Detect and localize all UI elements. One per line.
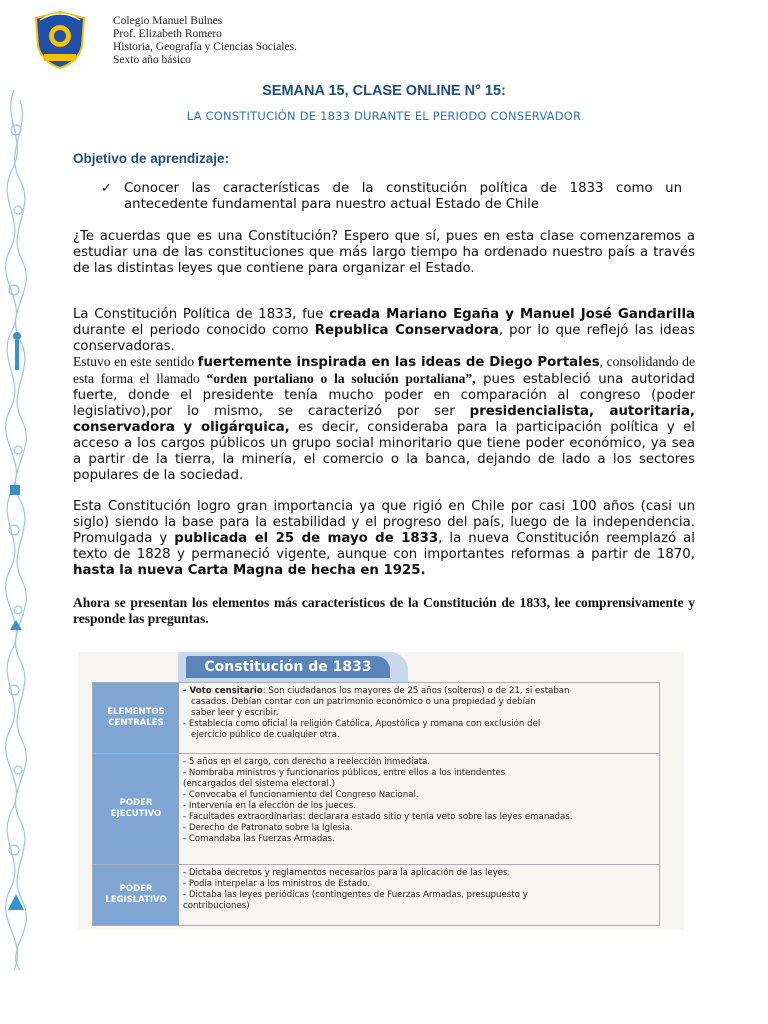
table-row bbox=[92, 864, 660, 926]
decorative-border bbox=[0, 90, 34, 970]
row-line: - Intervenía en la elección de los jueces. bbox=[183, 801, 356, 811]
row-line: - Podía interpelar a los ministros de Estado. bbox=[183, 879, 370, 889]
objective-item bbox=[102, 181, 682, 213]
paragraph-importance bbox=[73, 499, 695, 579]
row-line: casados. Debían contar con un patrimonio económico o una propiedad y debían bbox=[191, 697, 536, 707]
text-run: Estuvo en este sentido bbox=[73, 354, 198, 369]
row-content bbox=[183, 868, 653, 923]
bold-run: publicada el 25 de mayo de 1833 bbox=[174, 531, 439, 546]
checkmark-icon: ✓ bbox=[101, 181, 112, 196]
table-row bbox=[92, 753, 660, 865]
row-line: - Convocaba el funcionamiento del Congreso Nacional. bbox=[183, 790, 419, 800]
bold-run: presidencialista, autoritaria, conservadora y oligárquica, bbox=[73, 404, 695, 435]
objective-heading: Objetivo de aprendizaje: bbox=[73, 151, 230, 166]
row-line: - Comandaba las Fuerzas Armadas. bbox=[183, 834, 335, 844]
text-run: , consolidando de esta forma el llamado bbox=[73, 354, 695, 386]
row-line bbox=[183, 686, 653, 697]
text-run: , la nueva Constitución reemplazó al texto de 1828 y permaneció vigente, aunque con importantes reformas a partir de 1870, bbox=[73, 531, 695, 562]
text-run: La Constitución Política de 1833, fue bbox=[73, 307, 330, 322]
paragraph-creation bbox=[73, 307, 695, 355]
table-title: Constitución de 1833 bbox=[186, 656, 390, 678]
objective-text: Conocer las características de la constitución política de 1833 como un antecedente fundamental para nuestro actual Estado de Chile bbox=[124, 181, 682, 212]
row-line: - Establecía como oficial la religión Católica, Apostólica y romana con exclusión del bbox=[183, 719, 541, 729]
closing-instructions: Ahora se presentan los elementos más característicos de la Constitución de 1833, lee comprensivamente y responde las preguntas. bbox=[73, 595, 695, 626]
text-run: durante el periodo conocido como bbox=[73, 323, 315, 338]
bold-run: Republica Conservadora bbox=[314, 323, 499, 338]
bold-run: fuertemente inspirada en las ideas de Diego Portales bbox=[197, 355, 600, 370]
text-run: : Son ciudadanos los mayores de 25 años (solteros) o de 21, si estaban bbox=[262, 686, 570, 696]
text-run: , por lo que reflejó las ideas conservadoras. bbox=[73, 323, 695, 354]
text-run: pues estableció una autoridad fuerte, donde el presidente tenía mucho poder en comparación al congreso (poder legislativo),por lo mismo, se caracterizó por ser bbox=[73, 372, 695, 419]
bold-run: “orden portaliano o la solución portaliana”, bbox=[206, 371, 476, 386]
row-line: contribuciones) bbox=[183, 901, 250, 911]
row-line: - Dictaba decretos y reglamentos necesarios para la aplicación de las leyes. bbox=[183, 868, 511, 878]
row-label: ELEMENTOS CENTRALES bbox=[93, 683, 179, 753]
constitution-table-image bbox=[78, 652, 684, 930]
teacher-name: Prof. Elizabeth Romero bbox=[113, 28, 222, 40]
table-banner bbox=[178, 652, 408, 682]
bold-run: creada Mariano Egaña y Manuel José Gandarilla bbox=[329, 307, 695, 322]
text-run: es decir, consideraba para la participación política y el acceso a los cargos públicos un grupo social minoritario que tiene poder económico, ya sea a partir de la tierra, la minería, el comercio o la banca, dejando de lado a los sectores populares de la sociedad. bbox=[73, 420, 695, 483]
row-line: ejercicio público de cualquier otra. bbox=[191, 730, 340, 740]
bold-run: hasta la nueva Carta Magna de hecha en 1925. bbox=[73, 563, 426, 578]
row-line: - Facultades extraordinarias: declarara estado sitio y tenía veto sobre las leyes emanadas. bbox=[183, 812, 573, 822]
page-subtitle: LA CONSTITUCIÓN DE 1833 DURANTE EL PERIODO CONSERVADOR bbox=[186, 109, 582, 123]
row-line: - Nombraba ministros y funcionarios públicos, entre ellos a los intendentes bbox=[183, 768, 506, 778]
row-line: (encargados del sistema electoral.) bbox=[183, 779, 335, 789]
row-line: - 5 años en el cargo, con derecho a reelección inmediata. bbox=[183, 757, 431, 767]
grade-level: Sexto año básico bbox=[113, 54, 191, 66]
bold-run: - Voto censitario bbox=[183, 686, 263, 696]
row-label: PODER EJECUTIVO bbox=[93, 754, 179, 864]
page-title: SEMANA 15, CLASE ONLINE N° 15: bbox=[262, 83, 506, 99]
school-logo-icon bbox=[34, 10, 86, 70]
school-name: Colegio Manuel Bulnes bbox=[113, 15, 223, 27]
row-content bbox=[183, 686, 653, 751]
row-line: saber leer y escribir. bbox=[191, 708, 279, 718]
paragraph-intro: ¿Te acuerdas que es una Constitución? Espero que sí, pues en esta clase comenzaremos a estudiar una de las constituciones que más largo tiempo ha ordenado nuestro país a través de las distintas leyes que contiene para organizar el Estado. bbox=[73, 229, 695, 276]
school-header bbox=[113, 15, 297, 67]
subject-name: Historia, Geografía y Ciencias Sociales. bbox=[113, 41, 297, 53]
table-row bbox=[92, 682, 660, 754]
text-run: Esta Constitución logro gran importancia ya que rigió en Chile por casi 100 años (casi un siglo) siendo la base para la estabilidad y el progreso del país, luego de la independencia. Promulgada y bbox=[73, 499, 695, 546]
row-content bbox=[183, 757, 653, 862]
row-label: PODER LEGISLATIVO bbox=[93, 865, 179, 925]
paragraph-portales bbox=[73, 354, 695, 484]
row-line: - Derecho de Patronato sobre la Iglesia. bbox=[183, 823, 353, 833]
row-line: - Dictaba las leyes periódicas (contingentes de Fuerzas Armadas, presupuesto y bbox=[183, 890, 528, 900]
